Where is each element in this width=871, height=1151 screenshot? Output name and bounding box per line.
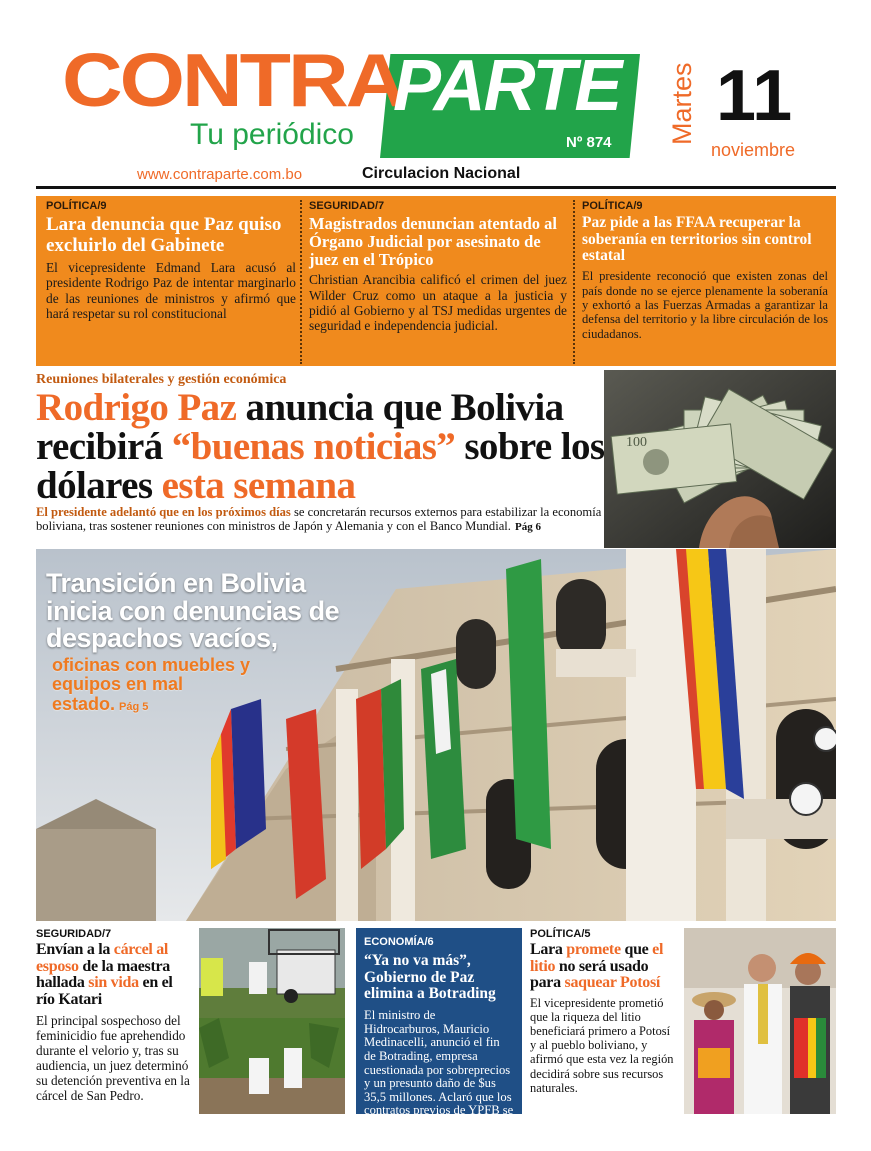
brief-headline: Lara denuncia que Paz quiso excluirlo del Gabinete	[46, 214, 282, 256]
lead-deck-highlight: El presidente adelantó que en los próximos días	[36, 505, 291, 519]
svg-text:100: 100	[626, 435, 647, 450]
lead-headline-part: anuncia que Bolivia recibirá	[36, 386, 564, 468]
story-body: El principal sospechoso del feminicidio fue aprehendido durante el velorio y, tras su audiencia, un juez determinó su detención preventiva en la cárcel de San Pedro.	[36, 1012, 190, 1103]
crime-scene-photo	[199, 928, 345, 1114]
headline-part: de la maestra hallada	[36, 957, 170, 992]
headline-part: sin vida	[88, 974, 139, 992]
dollars-photo	[604, 370, 836, 548]
headline-part: no será usado para	[530, 957, 649, 992]
issue-number: Nº 874	[566, 134, 612, 151]
story-headline	[530, 942, 678, 992]
hero-deck	[52, 656, 272, 714]
brief-body: El vicepresidente Edmand Lara acusó al presidente Rodrigo Paz de intentar marginarlo de las reuniones de ministros y afirmó que hará respetar su rol constitucional	[46, 260, 296, 321]
site-url-link[interactable]: www.contraparte.com.bo	[137, 166, 303, 183]
circulation-label: Circulacion Nacional	[362, 165, 521, 182]
date-month: noviembre	[711, 140, 796, 160]
crime-scene-illustration	[199, 928, 345, 1114]
brief-divider	[300, 200, 302, 364]
story-body: El vicepresidente prometió que la riqueza del litio beneficiará primero a Potosí y al pueblo boliviano, y afirmó que esta vez la región decidirá sobre sus recursos naturales.	[530, 995, 674, 1095]
headline-part: que	[620, 941, 653, 958]
story-kicker: SEGURIDAD/7	[36, 928, 112, 940]
brief-kicker: POLÍTICA/9	[46, 200, 107, 212]
logo-contra: CONTRA	[62, 37, 404, 123]
brief-body: El presidente reconoció que existen zonas del país donde no se ejerce plenamente la soberanía y exhortó a las Fuerzas Armadas a garantizar la defensa del territorio y la libre circulación de los ciudadanos.	[582, 269, 828, 341]
headline-part: Envían a la	[36, 941, 114, 958]
story-kicker: ECONOMÍA/6	[364, 936, 434, 948]
dollars-illustration	[604, 370, 836, 548]
story-body: El ministro de Hidrocarburos, Mauricio Medinacelli, anunció el fin de Botrading, empresa cuestionada por sobreprecios y un presunto daño de $us 35,5 millones. Aclaró que los contratos previos de YPFB se mantendrán.	[364, 1008, 514, 1131]
story-kicker: POLÍTICA/5	[530, 928, 591, 940]
brief-kicker: SEGURIDAD/7	[309, 200, 385, 212]
brief-divider	[573, 200, 575, 364]
hero-page-ref: Pág 5	[119, 700, 149, 713]
lead-headline-part: sobre los dólares	[36, 425, 605, 507]
story-feminicidio[interactable]	[36, 928, 194, 1103]
brief-body: Christian Arancibia calificó el crimen del juez Wilder Cruz como un ataque a la justicia y pidió al Gobierno y al TSJ medidas urgentes de seguridad e independencia judicial.	[309, 272, 567, 334]
logo-parte: PARTE	[393, 46, 621, 126]
story-litio[interactable]	[530, 928, 678, 1095]
headline-part: en el río Katari	[36, 974, 173, 1008]
hero-headline[interactable]: Transición en Bolivia inicia con denuncias de despachos vacíos,	[46, 568, 340, 654]
lara-potosi-photo	[684, 928, 836, 1114]
hero-deck-text: oficinas con muebles y equipos en mal estado.	[52, 655, 251, 714]
brief-magistrados[interactable]	[309, 200, 567, 364]
story-headline	[36, 942, 194, 1009]
date-day-number: 11	[716, 56, 793, 136]
headline-part: saquear Potosí	[564, 974, 661, 992]
logo-tagline: Tu periódico	[190, 118, 354, 151]
lara-potosi-illustration	[684, 928, 836, 1114]
header-rule	[36, 186, 836, 189]
brief-ffaa-soberania[interactable]	[582, 200, 828, 364]
headline-part: al esposo	[36, 941, 169, 975]
headline-part: promete	[566, 941, 621, 958]
headline-part: el litio	[530, 941, 664, 975]
lead-deck	[36, 505, 606, 534]
lead-kicker: Reuniones bilaterales y gestión económica	[36, 372, 287, 387]
story-headline: “Ya no va más”, Gobierno de Paz elimina a Botrading	[364, 952, 496, 1003]
lead-headline-quote: “buenas noticias”	[171, 425, 456, 468]
date-weekday: Martes	[667, 62, 697, 146]
brief-lara-gabinete[interactable]	[46, 200, 296, 364]
lead-headline[interactable]	[36, 388, 606, 505]
lead-deck-text: se concretarán recursos externos para estabilizar la economía boliviana, tras sostener reuniones con ministros de Japón y Alemania y con el Banco Mundial.	[36, 505, 602, 534]
brief-headline: Paz pide a las FFAA recuperar la soberanía en territorios sin control estatal	[582, 214, 812, 265]
story-botrading[interactable]	[356, 928, 522, 1131]
headline-part: cárcel	[113, 941, 153, 958]
lead-headline-part: esta semana	[161, 464, 356, 507]
brief-kicker: POLÍTICA/9	[582, 200, 643, 212]
brief-headline: Magistrados denuncian atentado al Órgano Judicial por asesinato de juez en el Trópico	[309, 214, 557, 269]
headline-part: Lara	[530, 941, 567, 958]
lead-page-ref: Pág 6	[514, 521, 541, 534]
lead-headline-part: Rodrigo Paz	[36, 386, 237, 429]
